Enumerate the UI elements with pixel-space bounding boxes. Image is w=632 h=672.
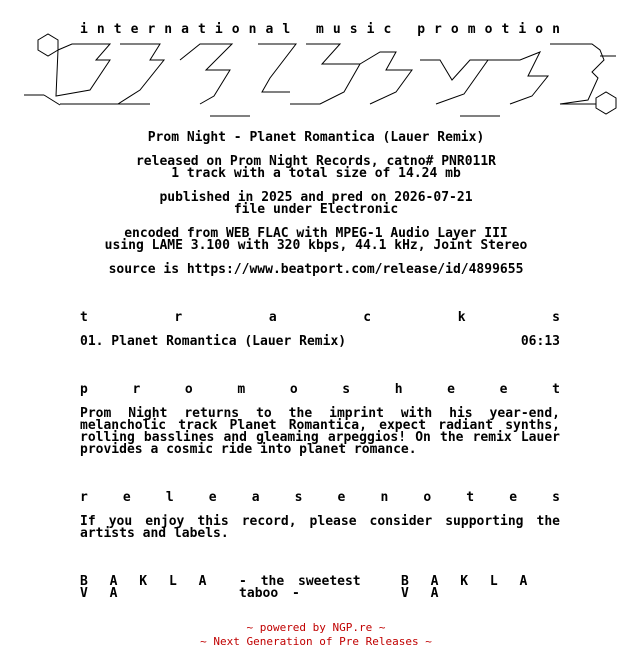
tagline-letter: m bbox=[467, 22, 476, 37]
tagline-letter: p bbox=[417, 22, 426, 37]
heading-letter: a bbox=[268, 310, 277, 325]
heading-letter: e bbox=[499, 382, 508, 397]
footer-powered: ~ powered by NGP.re ~ bbox=[246, 621, 386, 634]
heading-letter: t bbox=[80, 310, 88, 325]
motto-left: B A K L A V A bbox=[80, 574, 214, 601]
heading-letter: o bbox=[289, 382, 298, 397]
heading-letter: e bbox=[509, 490, 518, 505]
tracks-heading bbox=[80, 312, 560, 324]
footer-ngp: ~ Next Generation of Pre Releases ~ bbox=[200, 635, 432, 648]
tagline-letter: u bbox=[332, 22, 341, 37]
release-lame: using LAME 3.100 with 320 kbps, 44.1 kHz, Joint Stereo bbox=[104, 238, 528, 253]
heading-letter: s bbox=[552, 310, 560, 325]
heading-letter: t bbox=[552, 382, 560, 397]
track-duration: 06:13 bbox=[520, 334, 560, 349]
promo-heading bbox=[80, 384, 560, 396]
tagline-letter: o bbox=[231, 22, 240, 37]
release-genre: file under Electronic bbox=[233, 202, 399, 217]
tagline-letter: o bbox=[450, 22, 459, 37]
tagline-letter: a bbox=[181, 22, 189, 37]
heading-letter: k bbox=[457, 310, 466, 325]
heading-letter: e bbox=[208, 490, 217, 505]
notes-heading bbox=[80, 492, 560, 504]
tagline-letter: s bbox=[349, 22, 358, 37]
baklava-logo bbox=[0, 0, 632, 130]
heading-letter: s bbox=[342, 382, 351, 397]
heading-letter: a bbox=[251, 490, 260, 505]
heading-letter: r bbox=[174, 310, 183, 325]
motto-line bbox=[80, 576, 560, 600]
heading-letter: l bbox=[165, 490, 174, 505]
tagline-letter: o bbox=[484, 22, 493, 37]
tagline-letter: m bbox=[316, 22, 324, 37]
heading-letter: c bbox=[363, 310, 372, 325]
tagline-letter: t bbox=[198, 22, 206, 37]
release-source: source is https://www.beatport.com/release/id/4899655 bbox=[108, 262, 524, 277]
heading-letter: m bbox=[237, 382, 246, 397]
heading-letter: h bbox=[394, 382, 403, 397]
tagline-letter: t bbox=[113, 22, 122, 37]
heading-letter: n bbox=[380, 490, 389, 505]
tagline-letter: i bbox=[518, 22, 527, 37]
tagline-letter: i bbox=[80, 22, 88, 37]
tagline-letter: r bbox=[434, 22, 442, 37]
tagline-letter: i bbox=[366, 22, 375, 37]
release-size: 1 track with a total size of 14.24 mb bbox=[171, 166, 461, 181]
release-encoded: encoded from WEB FLAC with MPEG-1 Audio Layer III bbox=[124, 226, 508, 241]
logo-text: BAKLAVA bbox=[327, 82, 333, 83]
tagline-letter: e bbox=[130, 22, 139, 37]
tagline-letter: n bbox=[248, 22, 257, 37]
track-name: 01. Planet Romantica (Lauer Remix) bbox=[80, 334, 347, 349]
heading-letter: s bbox=[294, 490, 303, 505]
tagline-letter: n bbox=[552, 22, 560, 37]
tagline-letter: o bbox=[535, 22, 544, 37]
tagline-letter: t bbox=[501, 22, 510, 37]
tagline-letter: i bbox=[214, 22, 223, 37]
tagline-letter: n bbox=[164, 22, 173, 37]
heading-letter: e bbox=[122, 490, 131, 505]
tagline-letter: c bbox=[383, 22, 392, 37]
track-row bbox=[80, 336, 560, 348]
tagline-letter: l bbox=[282, 22, 291, 37]
tagline-letter: r bbox=[147, 22, 156, 37]
notes-text: If you enjoy this record, please consider supporting the artists and labels. bbox=[80, 514, 560, 541]
promo-text: Prom Night returns to the imprint with his year-end, melancholic track Planet Romantica, expect radiant synths, rolling basslines and gleaming arpeggios! On the remix Lauer provides a cosmic ride into planet romance. bbox=[80, 406, 560, 457]
motto-right: B A K L A V A bbox=[400, 574, 535, 601]
heading-letter: r bbox=[80, 490, 88, 505]
tagline-letter: a bbox=[265, 22, 274, 37]
motto-middle: - the sweetest taboo - bbox=[239, 574, 361, 601]
release-label: released on Prom Night Records, catno# PNR011R bbox=[135, 154, 497, 169]
release-title: Prom Night - Planet Romantica (Lauer Remix) bbox=[147, 130, 485, 145]
heading-letter: r bbox=[132, 382, 141, 397]
heading-letter: e bbox=[337, 490, 346, 505]
heading-letter: t bbox=[466, 490, 475, 505]
release-published: published in 2025 and pred on 2026-07-21 bbox=[159, 190, 473, 205]
tagline-letter: n bbox=[96, 22, 105, 37]
heading-letter: o bbox=[184, 382, 193, 397]
heading-letter: p bbox=[80, 382, 88, 397]
heading-letter: e bbox=[447, 382, 455, 397]
heading-letter: s bbox=[552, 490, 560, 505]
heading-letter: o bbox=[423, 490, 432, 505]
